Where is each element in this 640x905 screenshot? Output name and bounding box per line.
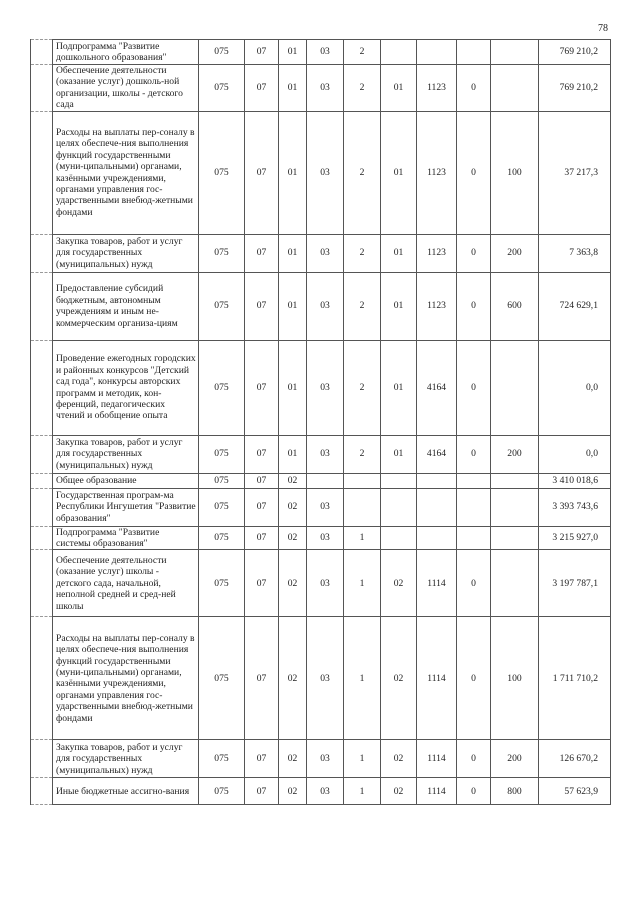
- row-margin-cell: [31, 550, 53, 617]
- code-cell-c1: 075: [199, 65, 245, 112]
- expense-name: Иные бюджетные ассигно-вания: [53, 778, 199, 805]
- table-row: [31, 340, 611, 435]
- code-cell-c1: 075: [199, 111, 245, 234]
- code-cell-c3: 02: [279, 778, 307, 805]
- code-cell-c2: 07: [245, 473, 279, 488]
- amount-cell: 57 623,9: [539, 778, 611, 805]
- row-margin-cell: [31, 272, 53, 340]
- code-cell-c6: [381, 473, 417, 488]
- expense-name: Закупка товаров, работ и услуг для государственных (муниципальных) нужд: [53, 740, 199, 778]
- table-row: [31, 617, 611, 740]
- code-cell-c3: 02: [279, 550, 307, 617]
- amount-cell: 1 711 710,2: [539, 617, 611, 740]
- code-cell-c9: [491, 488, 539, 526]
- code-cell-c1: 075: [199, 740, 245, 778]
- code-cell-c8: 0: [457, 617, 491, 740]
- code-cell-c1: 075: [199, 234, 245, 272]
- code-cell-c7: 1123: [417, 111, 457, 234]
- code-cell-c9: 800: [491, 778, 539, 805]
- amount-cell: 0,0: [539, 435, 611, 473]
- amount-cell: 0,0: [539, 340, 611, 435]
- code-cell-c1: 075: [199, 778, 245, 805]
- amount-cell: 3 410 018,6: [539, 473, 611, 488]
- code-cell-c3: 02: [279, 488, 307, 526]
- code-cell-c6: 02: [381, 740, 417, 778]
- code-cell-c1: 075: [199, 488, 245, 526]
- code-cell-c8: 0: [457, 435, 491, 473]
- expense-name: Подпрограмма "Развитие системы образования": [53, 526, 199, 550]
- code-cell-c2: 07: [245, 111, 279, 234]
- code-cell-c5: [344, 488, 381, 526]
- code-cell-c6: 02: [381, 550, 417, 617]
- code-cell-c3: 02: [279, 526, 307, 550]
- code-cell-c4: 03: [307, 740, 344, 778]
- page-number: 78: [598, 23, 608, 34]
- code-cell-c5: 2: [344, 65, 381, 112]
- code-cell-c9: 200: [491, 234, 539, 272]
- code-cell-c2: 07: [245, 40, 279, 65]
- code-cell-c4: 03: [307, 526, 344, 550]
- code-cell-c5: 2: [344, 234, 381, 272]
- code-cell-c8: [457, 473, 491, 488]
- code-cell-c8: [457, 526, 491, 550]
- expense-name: Обеспечение деятельности (оказание услуг) школы - детского сада, начальной, неполной средней и сред-ней школы: [53, 550, 199, 617]
- code-cell-c8: 0: [457, 778, 491, 805]
- code-cell-c9: 200: [491, 435, 539, 473]
- code-cell-c5: 2: [344, 435, 381, 473]
- code-cell-c2: 07: [245, 435, 279, 473]
- code-cell-c2: 07: [245, 340, 279, 435]
- code-cell-c8: 0: [457, 234, 491, 272]
- code-cell-c7: 4164: [417, 340, 457, 435]
- amount-cell: 3 197 787,1: [539, 550, 611, 617]
- table-row: [31, 740, 611, 778]
- code-cell-c3: 02: [279, 473, 307, 488]
- amount-cell: 769 210,2: [539, 40, 611, 65]
- code-cell-c3: 01: [279, 340, 307, 435]
- code-cell-c9: [491, 40, 539, 65]
- expense-name: Подпрограмма "Развитие дошкольного образования": [53, 40, 199, 65]
- amount-cell: 3 393 743,6: [539, 488, 611, 526]
- code-cell-c3: 01: [279, 435, 307, 473]
- code-cell-c8: [457, 40, 491, 65]
- expense-name: Проведение ежегодных городских и районных конкурсов "Детский сад года", конкурсы авторских программ и методик, кон-ференций, педагогических чтений и обобщение опыта: [53, 340, 199, 435]
- row-margin-cell: [31, 473, 53, 488]
- code-cell-c6: [381, 40, 417, 65]
- code-cell-c5: [344, 473, 381, 488]
- code-cell-c1: 075: [199, 526, 245, 550]
- code-cell-c8: 0: [457, 550, 491, 617]
- code-cell-c2: 07: [245, 65, 279, 112]
- code-cell-c2: 07: [245, 272, 279, 340]
- code-cell-c3: 02: [279, 617, 307, 740]
- code-cell-c5: 1: [344, 778, 381, 805]
- code-cell-c3: 01: [279, 111, 307, 234]
- table-row: [31, 435, 611, 473]
- code-cell-c2: 07: [245, 234, 279, 272]
- code-cell-c7: 1123: [417, 272, 457, 340]
- budget-table: [30, 39, 611, 805]
- table-row: [31, 272, 611, 340]
- amount-cell: 7 363,8: [539, 234, 611, 272]
- expense-name: Обеспечение деятельности (оказание услуг) дошколь-ной организации, школы - детского сада: [53, 65, 199, 112]
- code-cell-c6: 01: [381, 111, 417, 234]
- code-cell-c4: 03: [307, 272, 344, 340]
- code-cell-c7: [417, 40, 457, 65]
- code-cell-c4: 03: [307, 234, 344, 272]
- code-cell-c7: [417, 526, 457, 550]
- code-cell-c4: 03: [307, 65, 344, 112]
- row-margin-cell: [31, 40, 53, 65]
- expense-name: Расходы на выплаты пер-соналу в целях обеспече-ния выполнения функций государственными (муни-ципальными) органами, казёнными учреждениями, органами управления гос-ударственными внебюд-жетными фондами: [53, 111, 199, 234]
- table-row: [31, 234, 611, 272]
- code-cell-c5: 2: [344, 340, 381, 435]
- code-cell-c9: [491, 550, 539, 617]
- code-cell-c7: [417, 488, 457, 526]
- table-row: [31, 40, 611, 65]
- code-cell-c9: [491, 340, 539, 435]
- code-cell-c2: 07: [245, 488, 279, 526]
- code-cell-c7: 1123: [417, 65, 457, 112]
- code-cell-c8: 0: [457, 272, 491, 340]
- code-cell-c4: 03: [307, 111, 344, 234]
- code-cell-c5: 1: [344, 740, 381, 778]
- expense-name: Общее образование: [53, 473, 199, 488]
- code-cell-c6: 02: [381, 617, 417, 740]
- code-cell-c4: 03: [307, 340, 344, 435]
- table-row: [31, 550, 611, 617]
- code-cell-c5: 1: [344, 526, 381, 550]
- code-cell-c1: 075: [199, 340, 245, 435]
- code-cell-c3: 01: [279, 234, 307, 272]
- code-cell-c3: 02: [279, 740, 307, 778]
- code-cell-c4: 03: [307, 550, 344, 617]
- code-cell-c4: 03: [307, 488, 344, 526]
- amount-cell: 769 210,2: [539, 65, 611, 112]
- code-cell-c2: 07: [245, 778, 279, 805]
- row-margin-cell: [31, 488, 53, 526]
- expense-name: Закупка товаров, работ и услуг для государственных (муниципальных) нужд: [53, 234, 199, 272]
- amount-cell: 724 629,1: [539, 272, 611, 340]
- amount-cell: 126 670,2: [539, 740, 611, 778]
- row-margin-cell: [31, 526, 53, 550]
- code-cell-c7: 1114: [417, 617, 457, 740]
- row-margin-cell: [31, 778, 53, 805]
- code-cell-c7: 1123: [417, 234, 457, 272]
- code-cell-c7: 1114: [417, 550, 457, 617]
- code-cell-c5: 2: [344, 111, 381, 234]
- row-margin-cell: [31, 435, 53, 473]
- table-row: [31, 778, 611, 805]
- table-row: [31, 111, 611, 234]
- code-cell-c5: 1: [344, 617, 381, 740]
- row-margin-cell: [31, 111, 53, 234]
- code-cell-c6: 01: [381, 234, 417, 272]
- code-cell-c4: [307, 473, 344, 488]
- code-cell-c1: 075: [199, 473, 245, 488]
- code-cell-c1: 075: [199, 40, 245, 65]
- row-margin-cell: [31, 340, 53, 435]
- code-cell-c9: [491, 473, 539, 488]
- code-cell-c1: 075: [199, 435, 245, 473]
- table-row: [31, 65, 611, 112]
- code-cell-c7: 1114: [417, 778, 457, 805]
- code-cell-c6: 02: [381, 778, 417, 805]
- code-cell-c6: [381, 488, 417, 526]
- code-cell-c7: 1114: [417, 740, 457, 778]
- table-row: [31, 526, 611, 550]
- code-cell-c1: 075: [199, 272, 245, 340]
- amount-cell: 3 215 927,0: [539, 526, 611, 550]
- code-cell-c1: 075: [199, 617, 245, 740]
- code-cell-c4: 03: [307, 40, 344, 65]
- amount-cell: 37 217,3: [539, 111, 611, 234]
- code-cell-c8: 0: [457, 111, 491, 234]
- code-cell-c8: 0: [457, 740, 491, 778]
- code-cell-c9: 100: [491, 111, 539, 234]
- code-cell-c5: 2: [344, 40, 381, 65]
- code-cell-c7: [417, 473, 457, 488]
- code-cell-c6: 01: [381, 435, 417, 473]
- code-cell-c6: 01: [381, 65, 417, 112]
- code-cell-c9: [491, 526, 539, 550]
- expense-name: Предоставление субсидий бюджетным, автономным учреждениям и иным не-коммерческим организа-циям: [53, 272, 199, 340]
- code-cell-c2: 07: [245, 740, 279, 778]
- table-row: [31, 488, 611, 526]
- table-row: [31, 473, 611, 488]
- code-cell-c2: 07: [245, 550, 279, 617]
- expense-name: Государственная програм-ма Республики Ингушетия "Развитие образования": [53, 488, 199, 526]
- row-margin-cell: [31, 740, 53, 778]
- code-cell-c1: 075: [199, 550, 245, 617]
- code-cell-c6: 01: [381, 340, 417, 435]
- code-cell-c8: 0: [457, 340, 491, 435]
- code-cell-c5: 1: [344, 550, 381, 617]
- code-cell-c3: 01: [279, 272, 307, 340]
- code-cell-c5: 2: [344, 272, 381, 340]
- code-cell-c8: 0: [457, 65, 491, 112]
- code-cell-c3: 01: [279, 40, 307, 65]
- code-cell-c6: [381, 526, 417, 550]
- code-cell-c4: 03: [307, 778, 344, 805]
- row-margin-cell: [31, 65, 53, 112]
- code-cell-c2: 07: [245, 526, 279, 550]
- code-cell-c6: 01: [381, 272, 417, 340]
- code-cell-c4: 03: [307, 435, 344, 473]
- expense-name: Расходы на выплаты пер-соналу в целях обеспече-ния выполнения функций государственными (муни-ципальными) органами, казёнными учреждениями, органами управления гос-ударственными внебюд-жетными фондами: [53, 617, 199, 740]
- code-cell-c9: 200: [491, 740, 539, 778]
- code-cell-c3: 01: [279, 65, 307, 112]
- row-margin-cell: [31, 234, 53, 272]
- code-cell-c4: 03: [307, 617, 344, 740]
- expense-name: Закупка товаров, работ и услуг для государственных (муниципальных) нужд: [53, 435, 199, 473]
- code-cell-c8: [457, 488, 491, 526]
- code-cell-c9: 600: [491, 272, 539, 340]
- code-cell-c9: [491, 65, 539, 112]
- code-cell-c7: 4164: [417, 435, 457, 473]
- code-cell-c2: 07: [245, 617, 279, 740]
- code-cell-c9: 100: [491, 617, 539, 740]
- row-margin-cell: [31, 617, 53, 740]
